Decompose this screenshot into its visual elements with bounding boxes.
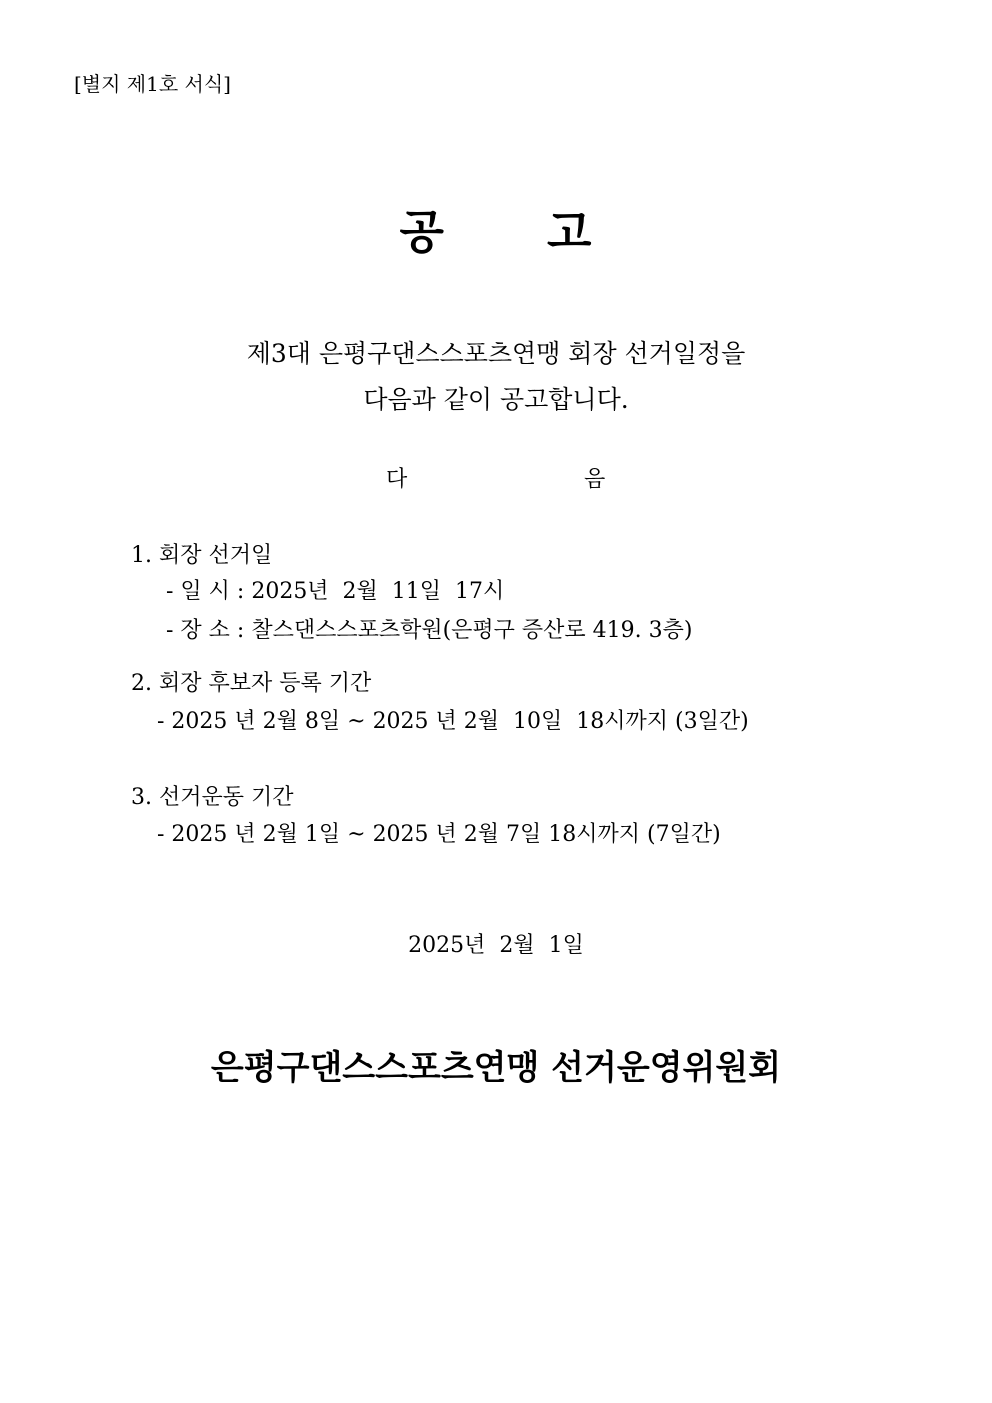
form-label: [별지 제1호 서식] <box>74 72 231 96</box>
issuing-organization: 은평구댄스스포츠연맹 선거운영위원회 <box>210 1048 782 1088</box>
section-2-heading: 2. 회장 후보자 등록 기간 <box>131 671 372 696</box>
section-3-heading: 3. 선거운동 기간 <box>131 785 294 810</box>
intro-line-1: 제3대 은평구댄스스포츠연맹 회장 선거일정을 <box>246 339 746 368</box>
section-3-item-period: - 2025 년 2월 1일 ~ 2025 년 2월 7일 18시까지 (7일간) <box>157 822 721 847</box>
notice-date: 2025년 2월 1일 <box>408 933 584 958</box>
section-2-item-period: - 2025 년 2월 8일 ~ 2025 년 2월 10일 18시까지 (3일간) <box>157 709 749 734</box>
subheading-left: 다 <box>386 467 408 492</box>
section-1-item-datetime: - 일 시 : 2025년 2월 11일 17시 <box>166 579 505 604</box>
section-1-item-location: - 장 소 : 찰스댄스스포츠학원(은평구 증산로 419. 3층) <box>166 618 693 643</box>
page-title: 공 고 <box>399 205 593 259</box>
subheading-right: 음 <box>584 467 606 492</box>
intro-line-2: 다음과 같이 공고합니다. <box>363 385 629 414</box>
section-1-heading: 1. 회장 선거일 <box>131 543 273 568</box>
